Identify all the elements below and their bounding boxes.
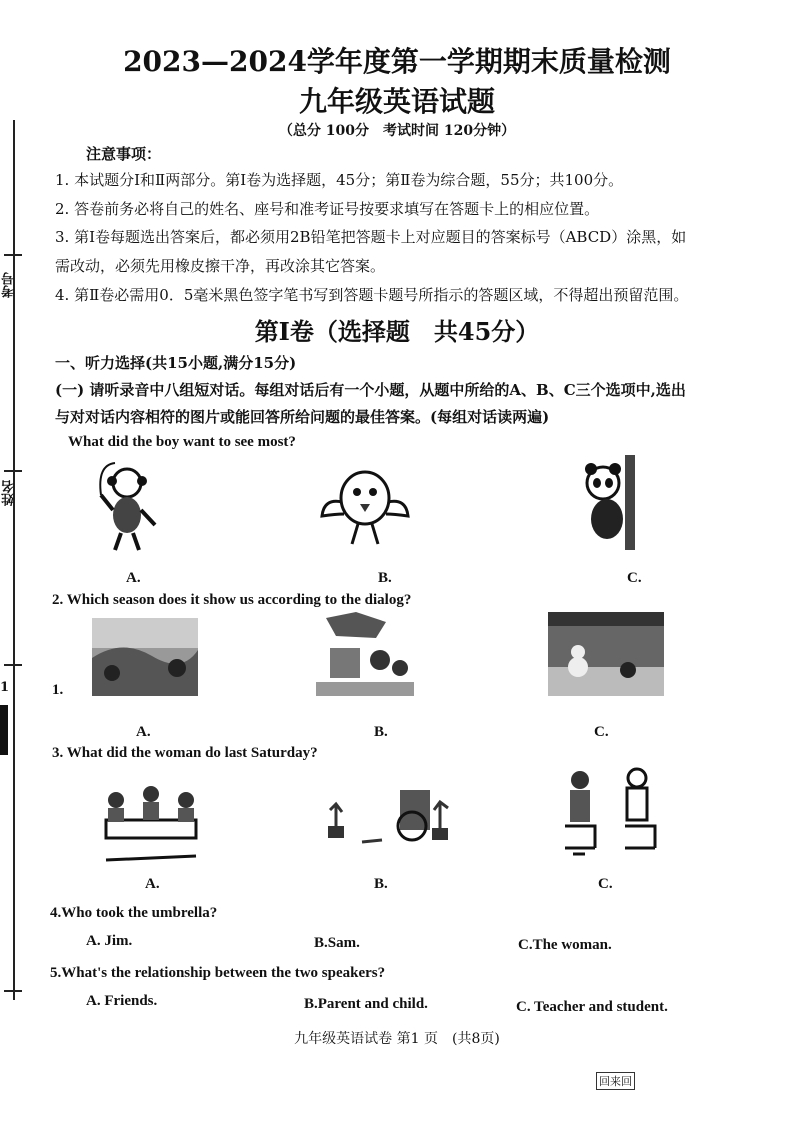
option-label[interactable]: C. Teacher and student. xyxy=(516,999,668,1015)
notes-title: 注意事项： xyxy=(86,145,162,163)
side-label-name: 姓名 xyxy=(2,480,17,506)
note-item: 需改动，必须先用橡皮擦干净，再改涂其它答案。 xyxy=(55,257,386,275)
exam-title: 2023—2024学年度第一学期期末质量检测 xyxy=(123,45,671,78)
question-text: 3. What did the woman do last Saturday? xyxy=(52,745,318,761)
note-item: 4. 第Ⅱ卷必需用0．5毫米黑色签字笔书写到答题卡题号所指示的答题区域，不得超出预留范围。 xyxy=(55,286,689,304)
option-label[interactable]: B. xyxy=(374,876,388,892)
summer-scene-picture xyxy=(316,608,414,696)
corner-code: 回来回 xyxy=(596,1072,635,1090)
note-item: 2. 答卷前务必将自己的姓名、座号和准考证号按要求填写在答题卡上的相应位置。 xyxy=(55,200,600,218)
spring-scene-picture xyxy=(92,618,198,696)
question-text: 4.Who took the umbrella? xyxy=(50,905,218,921)
plants-and-cat-picture xyxy=(322,786,454,852)
question-prefix: 1. xyxy=(52,682,64,698)
option-label[interactable]: B. xyxy=(374,724,388,740)
question-text: 5.What's the relationship between the two speakers? xyxy=(50,965,386,981)
side-tick xyxy=(4,254,22,256)
interview-picture xyxy=(555,766,665,864)
winter-scene-picture xyxy=(548,612,664,696)
option-label[interactable]: C.The woman. xyxy=(518,937,612,953)
note-item: 3. 第Ⅰ卷每题选出答案后，都必须用2B铅笔把答题卡上对应题目的答案标号（ABCD）涂黑，如 xyxy=(55,228,687,246)
side-label-mark: 1 xyxy=(0,680,10,695)
binding-line xyxy=(13,120,15,1000)
side-tick xyxy=(4,470,22,472)
exam-score-time: （总分 100分 考试时间 120分钟） xyxy=(278,123,516,139)
meeting-picture xyxy=(96,780,206,862)
bird-picture xyxy=(320,458,410,550)
option-label[interactable]: A. xyxy=(145,876,160,892)
option-label[interactable]: B.Sam. xyxy=(314,935,360,951)
option-label[interactable]: B. xyxy=(378,570,392,586)
option-label[interactable]: B.Parent and child. xyxy=(304,996,428,1012)
option-label[interactable]: C. xyxy=(598,876,613,892)
part-title: 一、听力选择(共15小题,满分15分) xyxy=(55,354,297,372)
side-tick xyxy=(4,990,22,992)
panda-picture xyxy=(575,455,655,550)
note-item: 1. 本试题分Ⅰ和Ⅱ两部分。第Ⅰ卷为选择题，45分；第Ⅱ卷为综合题，55分；共100分。 xyxy=(55,171,624,189)
option-label[interactable]: C. xyxy=(594,724,609,740)
option-label[interactable]: A. Jim. xyxy=(86,933,133,949)
part-description: 与对对话内容相符的图片或能回答所给问题的最佳答案。(每组对话读两遍) xyxy=(55,408,550,426)
question-text: 2. Which season does it show us according to the dialog? xyxy=(52,592,412,608)
option-label[interactable]: A. Friends. xyxy=(86,993,158,1009)
option-label[interactable]: C. xyxy=(627,570,642,586)
option-label[interactable]: A. xyxy=(126,570,141,586)
monkey-picture xyxy=(95,455,165,555)
page-footer: 九年级英语试卷 第1 页 (共8页) xyxy=(294,1031,500,1047)
exam-subject-title: 九年级英语试题 xyxy=(298,85,495,118)
side-tick xyxy=(4,664,22,666)
option-label[interactable]: A. xyxy=(136,724,151,740)
part-description: (一) 请听录音中八组短对话。每组对话后有一个小题，从题中所给的A、B、C三个选项中,选出 xyxy=(55,381,686,399)
side-label-exam-number: 考号 xyxy=(2,272,17,298)
section-title: 第Ⅰ卷（选择题 共45分） xyxy=(254,317,540,346)
side-black-bar xyxy=(0,705,8,755)
question-text: What did the boy want to see most? xyxy=(68,434,296,450)
